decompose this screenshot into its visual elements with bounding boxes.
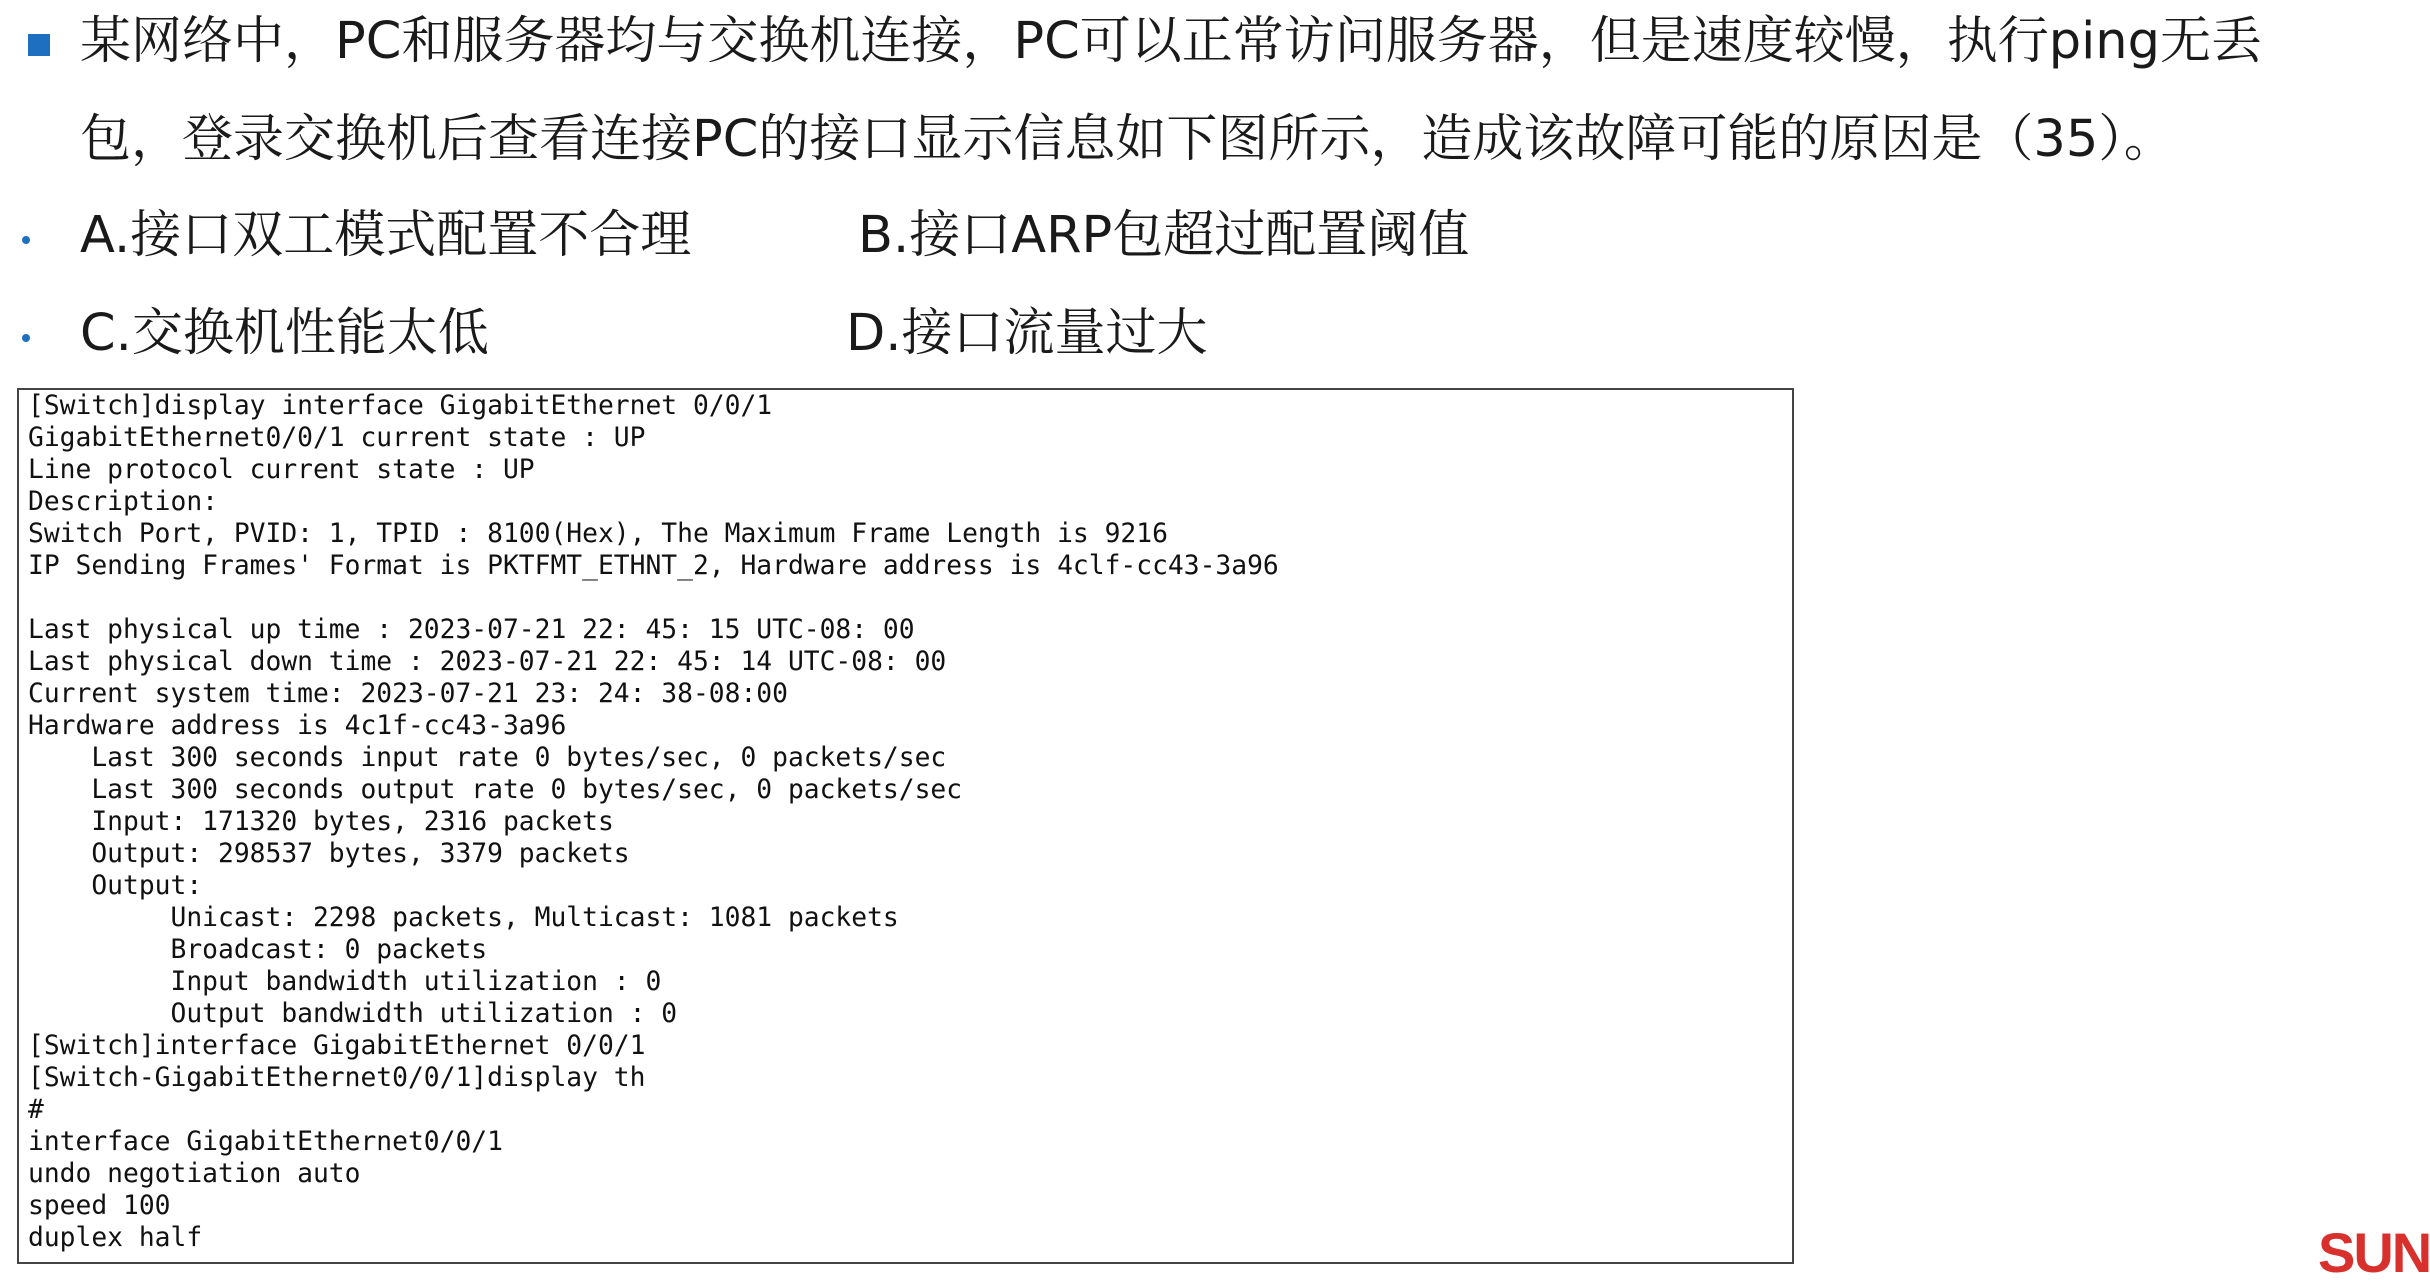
- terminal-line: GigabitEthernet0/0/1 current state : UP: [28, 423, 646, 453]
- option-d: D.接口流量过大: [846, 304, 1208, 363]
- terminal-line: Description:: [28, 487, 218, 517]
- terminal-line: undo negotiation auto: [28, 1159, 361, 1189]
- terminal-line: Current system time: 2023-07-21 23: 24: 38-08:00: [28, 679, 788, 709]
- terminal-line: [Switch]display interface GigabitEthernet 0/0/1: [28, 391, 773, 421]
- terminal-line: Switch Port, PVID: 1, TPID : 8100(Hex), The Maximum Frame Length is 9216: [28, 519, 1168, 549]
- option-b: B.接口ARP包超过配置阈值: [858, 206, 1470, 265]
- question-line-1: 某网络中，PC和服务器均与交换机连接，PC可以正常访问服务器，但是速度较慢，执行ping无丢: [80, 12, 2262, 71]
- terminal-line: speed 100: [28, 1191, 171, 1221]
- terminal-line: [Switch]interface GigabitEthernet 0/0/1: [28, 1031, 646, 1061]
- terminal-line: Input: 171320 bytes, 2316 packets: [28, 807, 614, 837]
- terminal-line: IP Sending Frames' Format is PKTFMT_ETHNT_2, Hardware address is 4clf-cc43-3a96: [28, 551, 1279, 581]
- terminal-line: Broadcast: 0 packets: [28, 935, 488, 965]
- dot-bullet-icon: [22, 236, 30, 244]
- terminal-line: Line protocol current state : UP: [28, 455, 535, 485]
- terminal-line: #: [28, 1095, 44, 1125]
- terminal-line: Unicast: 2298 packets, Multicast: 1081 packets: [28, 903, 899, 933]
- terminal-line: Last physical up time : 2023-07-21 22: 45: 15 UTC-08: 00: [28, 615, 915, 645]
- terminal-line: Last 300 seconds output rate 0 bytes/sec, 0 packets/sec: [28, 775, 963, 805]
- dot-bullet-icon: [22, 334, 30, 342]
- terminal-line: Output:: [28, 871, 203, 901]
- option-a: A.接口双工模式配置不合理: [80, 206, 692, 265]
- terminal-line: Hardware address is 4c1f-cc43-3a96: [28, 711, 567, 741]
- terminal-line: Last physical down time : 2023-07-21 22: 45: 14 UTC-08: 00: [28, 647, 947, 677]
- square-bullet-icon: [28, 34, 50, 56]
- terminal-line: Input bandwidth utilization : 0: [28, 967, 662, 997]
- option-c: C.交换机性能太低: [80, 304, 489, 363]
- brand-logo: SUN: [2318, 1221, 2430, 1284]
- terminal-line: duplex half: [28, 1223, 203, 1253]
- terminal-line: Output bandwidth utilization : 0: [28, 999, 678, 1029]
- terminal-line: Last 300 seconds input rate 0 bytes/sec, 0 packets/sec: [28, 743, 947, 773]
- terminal-output: [17, 388, 1794, 1264]
- terminal-line: [Switch-GigabitEthernet0/0/1]display th: [28, 1063, 646, 1093]
- question-line-2: 包，登录交换机后查看连接PC的接口显示信息如下图所示，造成该故障可能的原因是（35）。: [80, 110, 2175, 169]
- terminal-line: interface GigabitEthernet0/0/1: [28, 1127, 503, 1157]
- terminal-line: Output: 298537 bytes, 3379 packets: [28, 839, 630, 869]
